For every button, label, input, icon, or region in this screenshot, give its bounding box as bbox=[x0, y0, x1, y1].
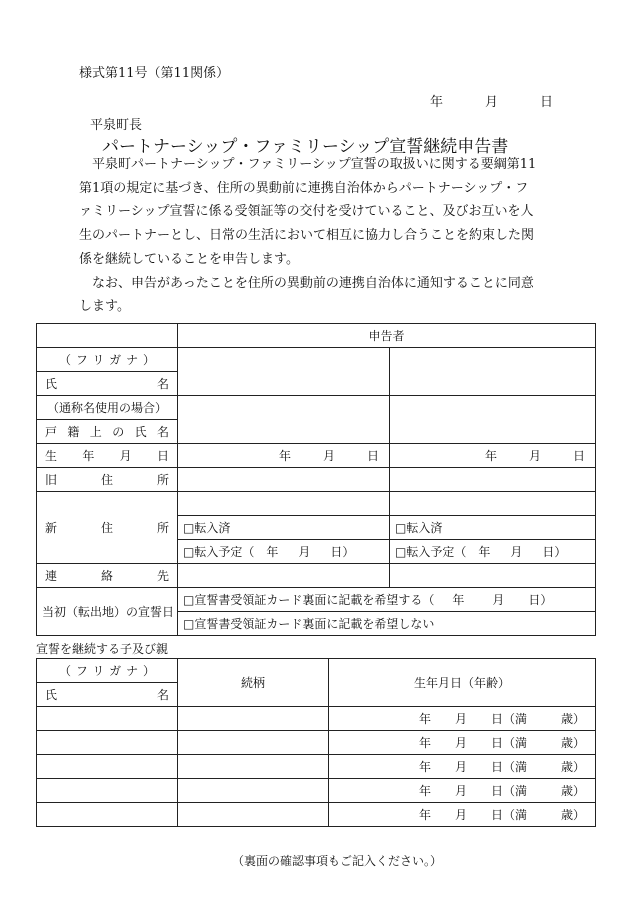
register-name-field-1[interactable] bbox=[178, 396, 390, 444]
name-field-2[interactable] bbox=[390, 348, 596, 396]
child-name-field[interactable] bbox=[37, 803, 178, 827]
old-address-label: 旧住所 bbox=[37, 468, 178, 492]
declarant-table bbox=[36, 323, 596, 636]
child-name-field[interactable] bbox=[37, 731, 178, 755]
contact-label: 連絡先 bbox=[37, 564, 178, 588]
child-relation-field[interactable] bbox=[178, 707, 329, 731]
table-row bbox=[37, 779, 596, 803]
child-birth-field[interactable]: 年 月 日（満 歳） bbox=[329, 731, 596, 755]
date-day: 日 bbox=[540, 95, 554, 110]
children-table bbox=[36, 658, 596, 827]
child-relation-field[interactable] bbox=[178, 755, 329, 779]
document-title: パートナーシップ・ファミリーシップ宣誓継続申告書 bbox=[102, 137, 509, 157]
date-year: 年 bbox=[430, 95, 444, 110]
birth-field-1[interactable]: 年 月 日 bbox=[178, 444, 390, 468]
child-birth-field[interactable]: 年 月 日（満 歳） bbox=[329, 755, 596, 779]
child-name-field[interactable] bbox=[37, 755, 178, 779]
name-label: 氏名 bbox=[37, 372, 178, 396]
original-date-label: 当初（転出地）の宣誓日 bbox=[37, 588, 178, 636]
child-relation-field[interactable] bbox=[178, 779, 329, 803]
child-name-field[interactable] bbox=[37, 779, 178, 803]
table-row bbox=[37, 707, 596, 731]
child-furigana-label: （フリガナ） bbox=[37, 659, 178, 683]
table-row bbox=[37, 755, 596, 779]
intro-line-3: ァミリーシップ宣誓に係る受領証等の交付を受けていること、及びお互いを人 bbox=[79, 204, 534, 220]
intro-paragraph bbox=[79, 153, 559, 319]
date-month: 月 bbox=[485, 95, 499, 110]
date-header bbox=[430, 91, 553, 110]
new-address-field-2[interactable] bbox=[390, 492, 596, 516]
child-birth-field[interactable]: 年 月 日（満 歳） bbox=[329, 707, 596, 731]
card-option-yes-checkbox[interactable]: □宣誓書受領証カード裏面に記載を希望する（ 年 月 日） bbox=[178, 588, 596, 612]
moved-in-checkbox-2[interactable]: □転入済 bbox=[390, 516, 596, 540]
form-number: 様式第11号（第11関係） bbox=[79, 66, 230, 81]
birth-label: 生年月日 bbox=[37, 444, 178, 468]
register-name-label: 戸籍上の氏名 bbox=[37, 420, 178, 444]
children-section-title: 宣誓を継続する子及び親 bbox=[36, 642, 169, 656]
moved-in-checkbox-1[interactable]: □転入済 bbox=[178, 516, 390, 540]
child-birth-field[interactable]: 年 月 日（満 歳） bbox=[329, 779, 596, 803]
intro-line-1: 平泉町パートナーシップ・ファミリーシップ宣誓の取扱いに関する要綱第11 bbox=[92, 157, 537, 172]
planned-move-checkbox-2[interactable]: □転入予定（ 年 月 日） bbox=[390, 540, 596, 564]
alias-label: （通称名使用の場合） bbox=[37, 396, 178, 420]
child-relation-field[interactable] bbox=[178, 731, 329, 755]
planned-move-checkbox-1[interactable]: □転入予定（ 年 月 日） bbox=[178, 540, 390, 564]
child-name-label: 氏名 bbox=[37, 683, 178, 707]
register-name-field-2[interactable] bbox=[390, 396, 596, 444]
old-address-field-2[interactable] bbox=[390, 468, 596, 492]
birth-age-label: 生年月日（年齢） bbox=[329, 659, 596, 707]
contact-field-1[interactable] bbox=[178, 564, 390, 588]
addressee: 平泉町長 bbox=[90, 118, 143, 133]
intro-line-2: 第1項の規定に基づき、住所の異動前に連携自治体からパートナーシップ・フ bbox=[79, 180, 529, 196]
child-birth-field[interactable]: 年 月 日（満 歳） bbox=[329, 803, 596, 827]
birth-field-2[interactable]: 年 月 日 bbox=[390, 444, 596, 468]
intro-line-6: なお、申告があったことを住所の異動前の連携自治体に通知することに同意 bbox=[92, 275, 534, 291]
child-relation-field[interactable] bbox=[178, 803, 329, 827]
intro-line-7: します。 bbox=[79, 299, 130, 315]
new-address-label: 新住所 bbox=[37, 492, 178, 564]
name-field-1[interactable] bbox=[178, 348, 390, 396]
intro-line-4: 生のパートナーとし、日常の生活において相互に協力し合うことを約束した関 bbox=[79, 228, 535, 244]
footer-note: （裏面の確認事項もご記入ください。） bbox=[232, 854, 443, 868]
contact-field-2[interactable] bbox=[390, 564, 596, 588]
intro-line-5: 係を継続していることを申告します。 bbox=[79, 251, 299, 267]
new-address-field-1[interactable] bbox=[178, 492, 390, 516]
furigana-label: （フリガナ） bbox=[37, 348, 178, 372]
declarant-header: 申告者 bbox=[178, 324, 596, 348]
table-row bbox=[37, 731, 596, 755]
relation-label: 続柄 bbox=[178, 659, 329, 707]
child-name-field[interactable] bbox=[37, 707, 178, 731]
old-address-field-1[interactable] bbox=[178, 468, 390, 492]
table-row bbox=[37, 803, 596, 827]
card-option-no-checkbox[interactable]: □宣誓書受領証カード裏面に記載を希望しない bbox=[178, 612, 596, 636]
